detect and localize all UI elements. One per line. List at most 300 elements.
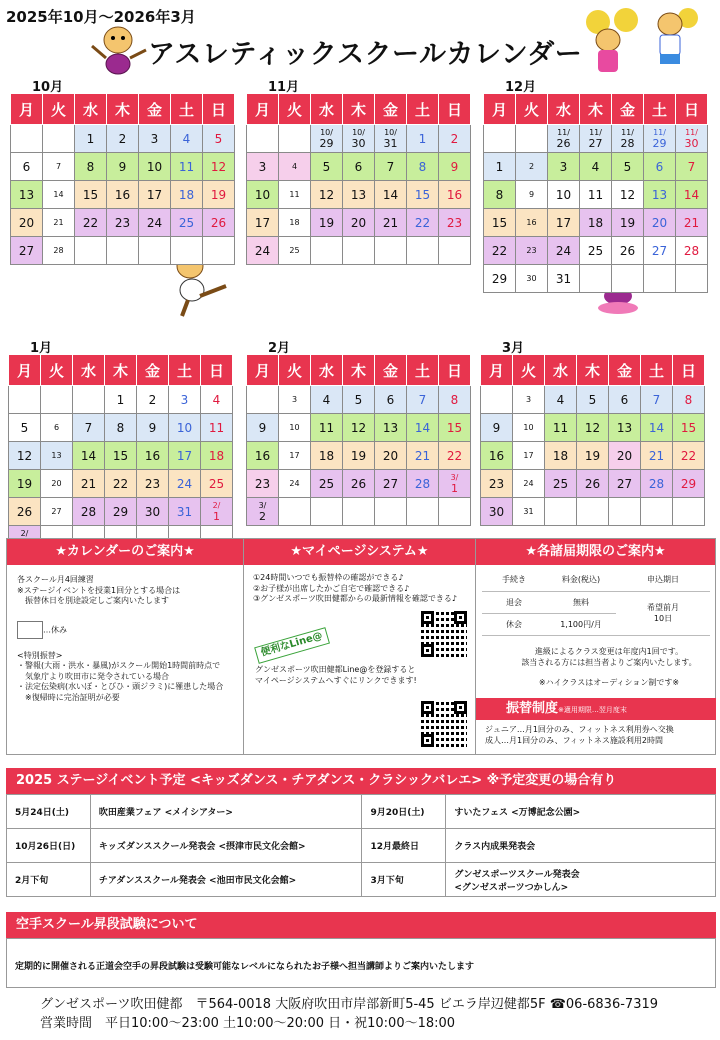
weekday-header: 火 <box>513 355 545 386</box>
calendar-day: 7 <box>407 386 439 414</box>
calendar-day <box>609 498 641 526</box>
calendar-day: 27 <box>11 237 43 265</box>
calendar-day: 24 <box>247 237 279 265</box>
calendar-day: 21 <box>43 209 75 237</box>
calendar-day: 23 <box>481 470 513 498</box>
weekday-header: 木 <box>577 355 609 386</box>
weekday-header: 木 <box>107 94 139 125</box>
calendar-day: 25 <box>279 237 311 265</box>
calendar-day <box>439 498 471 526</box>
calendar-day <box>311 498 343 526</box>
weekday-header: 土 <box>644 94 676 125</box>
calendar-day: 16 <box>516 209 548 237</box>
calendar-day: 21 <box>676 209 708 237</box>
calendar-day <box>641 498 673 526</box>
month-label: 10月 <box>32 80 64 95</box>
event-date: 3月下旬 <box>362 863 446 897</box>
calendar-day: 23 <box>516 237 548 265</box>
weekday-header: 火 <box>43 94 75 125</box>
calendar-day: 10 <box>169 414 201 442</box>
calendar-day: 9 <box>107 153 139 181</box>
qr-code-mypage[interactable] <box>421 611 467 657</box>
calendar-day <box>407 498 439 526</box>
calendar-day: 10 <box>247 181 279 209</box>
calendar-day <box>343 498 375 526</box>
weekday-header: 金 <box>375 355 407 386</box>
calendar-day: 3 <box>169 386 201 414</box>
calendar-day: 4 <box>279 153 311 181</box>
calendar-day: 11/ 27 <box>580 125 612 153</box>
event-date: 10月26日(日) <box>7 829 91 863</box>
calendar-day: 31 <box>169 498 201 526</box>
calendar-day: 7 <box>676 153 708 181</box>
calendar-day <box>375 237 407 265</box>
weekday-header: 土 <box>407 94 439 125</box>
mypage-text: マイページシステムへすぐにリンクできます! <box>255 675 417 685</box>
calendar-day: 30 <box>516 265 548 293</box>
weekday-header: 水 <box>548 94 580 125</box>
calendar-day <box>43 125 75 153</box>
calendar-day <box>139 237 171 265</box>
calendar-day: 12 <box>9 442 41 470</box>
calendar-day: 9 <box>516 181 548 209</box>
holiday-legend-label: …休み <box>43 625 67 634</box>
calendar-day: 7 <box>73 414 105 442</box>
calendar-day: 21 <box>641 442 673 470</box>
calendar-day: 27 <box>375 470 407 498</box>
calendar-day <box>484 125 516 153</box>
mascot-cheer-illustration <box>578 4 708 84</box>
mypage-text: ②お子様が出席したかご自宅で確認できる♪ <box>253 583 410 593</box>
calendar-day: 13 <box>41 442 73 470</box>
calendar-day: 17 <box>513 442 545 470</box>
calendar-day: 11 <box>279 181 311 209</box>
weekday-header: 日 <box>439 94 471 125</box>
class-change-note <box>504 647 714 689</box>
calendar-day: 26 <box>612 237 644 265</box>
calendar-day: 1 <box>105 386 137 414</box>
calendar-day: 17 <box>279 442 311 470</box>
calendar-day: 12 <box>203 153 235 181</box>
calendar-day <box>676 265 708 293</box>
calendar-day <box>247 125 279 153</box>
calendar-day: 13 <box>609 414 641 442</box>
calendar-day <box>279 498 311 526</box>
calendar-day: 28 <box>676 237 708 265</box>
weekday-header: 日 <box>203 94 235 125</box>
deadline-heading: ★各諸届期限のご案内★ <box>476 539 715 565</box>
weekday-header: 水 <box>311 94 343 125</box>
month-calendar <box>480 341 705 526</box>
calendar-day: 4 <box>201 386 233 414</box>
weekday-header: 月 <box>247 355 279 386</box>
calendar-day <box>516 125 548 153</box>
calendar-day: 15 <box>484 209 516 237</box>
calendar-day: 26 <box>343 470 375 498</box>
calendar-day: 20 <box>11 209 43 237</box>
weekday-header: 水 <box>73 355 105 386</box>
calendar-day: 12 <box>343 414 375 442</box>
calendar-day: 23 <box>107 209 139 237</box>
calendar-day: 27 <box>609 470 641 498</box>
deadline-note: ※ハイクラスはオーディション制です※ <box>538 678 680 687</box>
calendar-day: 5 <box>612 153 644 181</box>
calendar-day: 9 <box>439 153 471 181</box>
calendar-day: 19 <box>311 209 343 237</box>
calendar-day <box>279 125 311 153</box>
calendar-day: 10/ 31 <box>375 125 407 153</box>
calendar-guide-heading: ★カレンダーのご案内★ <box>7 539 243 565</box>
weekday-header: 土 <box>641 355 673 386</box>
calendar-day: 3/ 1 <box>439 470 471 498</box>
month-label: 3月 <box>502 341 525 356</box>
calendar-day: 3 <box>548 153 580 181</box>
calendar-day: 31 <box>513 498 545 526</box>
calendar-day: 16 <box>137 442 169 470</box>
calendar-day: 20 <box>644 209 676 237</box>
line-register-text <box>255 665 455 686</box>
month-calendar <box>246 80 471 265</box>
calendar-day: 8 <box>673 386 705 414</box>
weekday-header: 月 <box>484 94 516 125</box>
weekday-header: 日 <box>201 355 233 386</box>
calendar-day <box>439 237 471 265</box>
calendar-day: 27 <box>644 237 676 265</box>
calendar-day: 26 <box>203 209 235 237</box>
furikae-note: ※適用期限…翌月度末 <box>558 706 627 714</box>
calendar-day: 26 <box>577 470 609 498</box>
weekday-header: 火 <box>279 94 311 125</box>
calendar-day: 21 <box>407 442 439 470</box>
calendar-day: 23 <box>439 209 471 237</box>
calendar-day: 2/ 1 <box>201 498 233 526</box>
calendar-day: 10/ 29 <box>311 125 343 153</box>
weekday-header: 金 <box>612 94 644 125</box>
calendar-day: 8 <box>484 181 516 209</box>
calendar-day: 5 <box>343 386 375 414</box>
event-name: 吹田産業フェア <メイシアター> <box>90 795 362 829</box>
weekday-header: 火 <box>516 94 548 125</box>
calendar-day: 8 <box>439 386 471 414</box>
furikae-text: ジュニア…月1回分のみ、フィットネス利用券へ交換 <box>485 725 674 734</box>
calendar-day: 9 <box>247 414 279 442</box>
calendar-day: 20 <box>375 442 407 470</box>
calendar-day: 30 <box>481 498 513 526</box>
calendar-day <box>73 386 105 414</box>
weekday-header: 日 <box>439 355 471 386</box>
weekday-header: 火 <box>41 355 73 386</box>
calendar-day: 14 <box>375 181 407 209</box>
calendar-day <box>673 498 705 526</box>
calendar-day: 14 <box>43 181 75 209</box>
calendar-day: 18 <box>580 209 612 237</box>
deadline-cell: 希望前月 <box>647 603 679 612</box>
weekday-header: 木 <box>580 94 612 125</box>
calendar-day: 11/ 30 <box>676 125 708 153</box>
calendar-day: 20 <box>41 470 73 498</box>
event-row <box>7 863 716 897</box>
furikae-header <box>476 698 716 720</box>
calendar-day: 7 <box>375 153 407 181</box>
calendar-day: 23 <box>247 470 279 498</box>
deadline-cell: 10日 <box>653 614 673 623</box>
calendar-day: 1 <box>407 125 439 153</box>
calendar-day: 26 <box>9 498 41 526</box>
mypage-text: グンゼスポーツ吹田健都Line@を登録すると <box>255 665 416 674</box>
calendar-day: 11/ 28 <box>612 125 644 153</box>
calendar-day: 3 <box>513 386 545 414</box>
deadline-cell: 無料 <box>546 591 616 613</box>
calendar-day <box>107 237 139 265</box>
calendar-day: 15 <box>75 181 107 209</box>
calendar-day <box>577 498 609 526</box>
event-date: 5月24日(土) <box>7 795 91 829</box>
calendar-day: 29 <box>105 498 137 526</box>
calendar-day: 2 <box>107 125 139 153</box>
calendar-day: 17 <box>169 442 201 470</box>
weekday-header: 土 <box>169 355 201 386</box>
weekday-header: 木 <box>105 355 137 386</box>
calendar-day: 16 <box>439 181 471 209</box>
period-label: 2025年10月～2026年3月 <box>6 8 196 26</box>
weekday-header: 金 <box>139 94 171 125</box>
calendar-day <box>11 125 43 153</box>
calendar-day: 24 <box>169 470 201 498</box>
calendar-day: 2/ <box>9 526 41 554</box>
calendar-day <box>41 386 73 414</box>
calendar-day: 16 <box>107 181 139 209</box>
calendar-day <box>375 498 407 526</box>
event-row <box>7 795 716 829</box>
deadline-note: 該当される方には担当者よりご案内いたします。 <box>521 657 697 667</box>
guide-text: 気象庁より吹田市に発令されている場合 <box>17 671 169 681</box>
calendar-day: 21 <box>73 470 105 498</box>
calendar-day: 29 <box>673 470 705 498</box>
calendar-day: 15 <box>105 442 137 470</box>
calendar-day: 2 <box>137 386 169 414</box>
weekday-header: 月 <box>11 94 43 125</box>
calendar-day <box>171 237 203 265</box>
calendar-day: 18 <box>311 442 343 470</box>
calendar-day: 12 <box>311 181 343 209</box>
calendar-day: 28 <box>641 470 673 498</box>
calendar-day: 13 <box>644 181 676 209</box>
mascot-illustration <box>88 20 152 80</box>
calendar-day: 1 <box>484 153 516 181</box>
calendar-day: 30 <box>137 498 169 526</box>
weekday-header: 金 <box>375 94 407 125</box>
calendar-day: 17 <box>139 181 171 209</box>
stage-events <box>6 768 716 897</box>
calendar-day: 21 <box>375 209 407 237</box>
calendar-day: 17 <box>548 209 580 237</box>
calendar-day: 25 <box>171 209 203 237</box>
weekday-header: 日 <box>673 355 705 386</box>
deadline-col-header: 申込期日 <box>616 569 710 591</box>
month-calendar <box>10 80 235 265</box>
calendar-day: 19 <box>612 209 644 237</box>
calendar-day: 28 <box>407 470 439 498</box>
holiday-legend-swatch <box>17 621 43 639</box>
calendar-day: 23 <box>137 470 169 498</box>
calendar-day: 22 <box>105 470 137 498</box>
month-label: 12月 <box>505 80 537 95</box>
month-calendar <box>8 341 233 554</box>
karate-section <box>6 912 716 988</box>
mypage-heading: ★マイページシステム★ <box>244 539 475 565</box>
calendar-day: 9 <box>481 414 513 442</box>
calendar-day: 31 <box>548 265 580 293</box>
calendar-day: 5 <box>203 125 235 153</box>
calendar-day: 7 <box>43 153 75 181</box>
calendar-day: 14 <box>73 442 105 470</box>
deadline-col-header: 手続き <box>482 569 546 591</box>
guide-text: ・警報(大雨・洪水・暴風)がスクール開始1時間前時点で <box>17 661 221 670</box>
calendar-day: 4 <box>311 386 343 414</box>
calendar-day: 11 <box>201 414 233 442</box>
calendar-day: 14 <box>641 414 673 442</box>
calendar-day: 3/ 2 <box>247 498 279 526</box>
calendar-day <box>407 237 439 265</box>
info-panel <box>6 538 716 755</box>
weekday-header: 木 <box>343 355 375 386</box>
calendar-day: 15 <box>407 181 439 209</box>
event-name: チアダンススクール発表会 <池田市民文化会館> <box>90 863 362 897</box>
calendar-day: 19 <box>343 442 375 470</box>
deadline-cell: 退会 <box>482 591 546 613</box>
calendar-day: 4 <box>580 153 612 181</box>
weekday-header: 火 <box>279 355 311 386</box>
guide-text: ・法定伝染病(水いぼ・とびひ・頭ジラミ)に罹患した場合 <box>17 682 224 691</box>
calendar-day: 13 <box>375 414 407 442</box>
calendar-day: 11 <box>171 153 203 181</box>
event-row <box>7 829 716 863</box>
calendar-day: 5 <box>577 386 609 414</box>
calendar-day <box>644 265 676 293</box>
calendar-day: 8 <box>407 153 439 181</box>
calendar-day: 22 <box>75 209 107 237</box>
calendar-day <box>9 386 41 414</box>
calendar-day: 16 <box>247 442 279 470</box>
calendar-day: 6 <box>41 414 73 442</box>
calendar-day: 28 <box>73 498 105 526</box>
calendar-day: 19 <box>9 470 41 498</box>
special-title: <特別振替> <box>17 650 63 660</box>
calendar-day: 6 <box>375 386 407 414</box>
calendar-day: 22 <box>407 209 439 237</box>
weekday-header: 水 <box>311 355 343 386</box>
qr-code-line[interactable] <box>421 701 467 747</box>
calendar-day: 10 <box>513 414 545 442</box>
calendar-day: 4 <box>171 125 203 153</box>
calendar-day: 29 <box>484 265 516 293</box>
calendar-day: 11/ 29 <box>644 125 676 153</box>
event-date: 2月下旬 <box>7 863 91 897</box>
calendar-day <box>311 237 343 265</box>
calendar-day: 25 <box>580 237 612 265</box>
event-name: キッズダンススクール発表会 <摂津市民文化会館> <box>90 829 362 863</box>
calendar-day: 12 <box>612 181 644 209</box>
footer-hours: 営業時間 平日10:00～23:00 土10:00～20:00 日・祝10:00～18:00 <box>40 1016 456 1031</box>
calendar-day: 5 <box>311 153 343 181</box>
line-badge: 便利なLine@ <box>254 627 329 663</box>
calendar-day: 6 <box>644 153 676 181</box>
calendar-day: 11/ 26 <box>548 125 580 153</box>
furikae-info <box>485 725 715 746</box>
weekday-header: 土 <box>407 355 439 386</box>
calendar-day: 11 <box>545 414 577 442</box>
month-calendar <box>483 80 708 293</box>
month-label: 2月 <box>268 341 291 356</box>
month-calendar <box>246 341 471 526</box>
calendar-day: 25 <box>311 470 343 498</box>
calendar-day: 20 <box>343 209 375 237</box>
month-label: 1月 <box>30 341 53 356</box>
guide-text: ※復帰時に完治証明が必要 <box>17 692 120 702</box>
calendar-day: 8 <box>75 153 107 181</box>
weekday-header: 月 <box>9 355 41 386</box>
calendar-day: 14 <box>676 181 708 209</box>
calendar-day: 12 <box>577 414 609 442</box>
calendar-day: 10 <box>139 153 171 181</box>
weekday-header: 水 <box>545 355 577 386</box>
calendar-day: 15 <box>439 414 471 442</box>
calendar-day: 1 <box>75 125 107 153</box>
calendar-day: 8 <box>105 414 137 442</box>
calendar-day: 20 <box>609 442 641 470</box>
calendar-day: 11 <box>311 414 343 442</box>
footer <box>40 995 658 1033</box>
weekday-header: 月 <box>481 355 513 386</box>
weekday-header: 金 <box>609 355 641 386</box>
calendar-day: 13 <box>343 181 375 209</box>
weekday-header: 土 <box>171 94 203 125</box>
guide-text: 振替休日を別途設定しご案内いたします <box>17 596 169 605</box>
deadline-cell: 1,100円/月 <box>546 613 616 635</box>
calendar-day <box>612 265 644 293</box>
calendar-day: 16 <box>481 442 513 470</box>
calendar-day: 25 <box>545 470 577 498</box>
calendar-day: 18 <box>545 442 577 470</box>
deadline-cell: 休会 <box>482 613 546 635</box>
karate-heading: 空手スクール昇段試験について <box>6 912 716 938</box>
weekday-header: 金 <box>137 355 169 386</box>
event-name: クラス内成果発表会 <box>446 829 716 863</box>
calendar-guide <box>17 565 239 754</box>
calendar-day: 6 <box>11 153 43 181</box>
calendar-day <box>481 386 513 414</box>
calendar-day <box>247 386 279 414</box>
calendar-day <box>580 265 612 293</box>
calendar-day: 14 <box>407 414 439 442</box>
calendar-day: 17 <box>247 209 279 237</box>
calendar-day: 24 <box>279 470 311 498</box>
calendar-day: 6 <box>609 386 641 414</box>
calendar-day: 4 <box>545 386 577 414</box>
calendar-day: 5 <box>9 414 41 442</box>
calendar-day: 6 <box>343 153 375 181</box>
event-name: グンゼスポーツスクール発表会 <グンゼスポーツつかしん> <box>446 863 716 897</box>
calendar-day <box>203 237 235 265</box>
footer-address: グンゼスポーツ吹田健都 〒564-0018 大阪府吹田市岸部新町5-45 ビエラ岸辺健都5F ☎06-6836-7319 <box>40 997 659 1012</box>
weekday-header: 月 <box>247 94 279 125</box>
calendar-day: 3 <box>247 153 279 181</box>
calendar-day: 19 <box>203 181 235 209</box>
calendar-day: 18 <box>201 442 233 470</box>
month-label: 11月 <box>268 80 300 95</box>
calendar-day: 2 <box>516 153 548 181</box>
calendar-day: 27 <box>41 498 73 526</box>
